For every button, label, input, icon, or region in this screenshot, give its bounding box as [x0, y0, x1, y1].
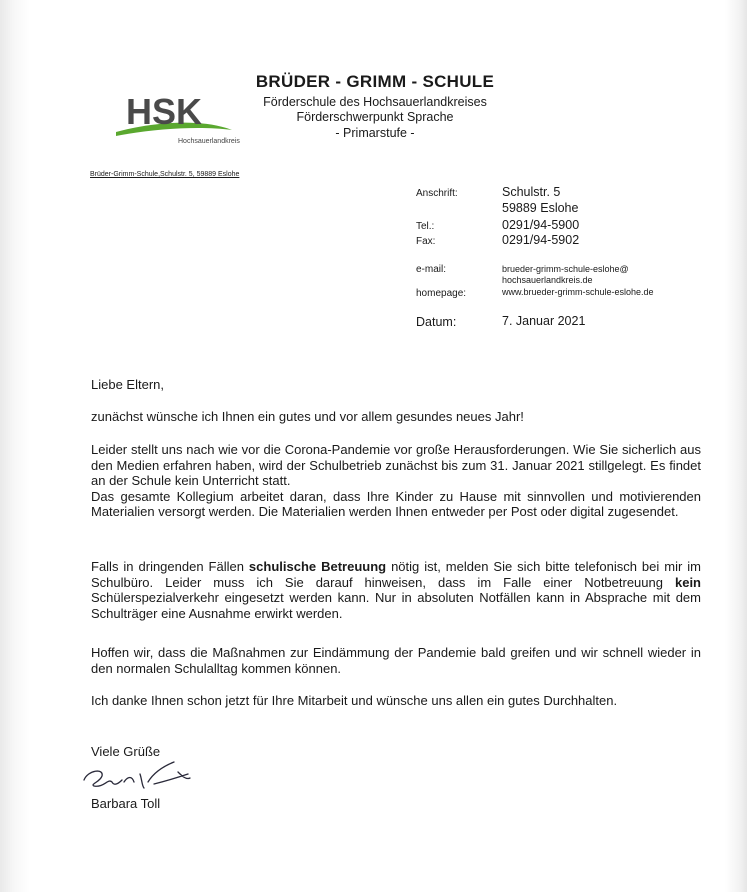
hsk-logo — [112, 88, 242, 150]
address-street: Schulstr. 5 — [502, 185, 561, 199]
email-label: e-mail: — [416, 264, 447, 275]
salutation: Liebe Eltern, — [91, 377, 164, 392]
tel-value: 0291/94-5900 — [502, 218, 580, 232]
paragraph-corona — [91, 442, 701, 520]
corona-text: Leider stellt uns nach wie vor die Corona-Pandemie vor große Herausforderungen. Wie Sie sicherlich aus den Medien erfahren haben, wird der Schulbetrieb zunächst bis zum 31. Januar 2021 stillgelegt. Es findet an der Schule kein Unterricht statt. — [91, 442, 701, 489]
betreuung-bold-1: schulische Betreuung — [248, 559, 387, 574]
betreuung-text-e: Schülerspezialverkehr eingesetzt werden kann. Nur in absoluten Notfällen kann in Absprache mit dem Schulträger eine Ausnahme erwirkt werden. — [91, 590, 701, 621]
school-name: BRÜDER - GRIMM - SCHULE — [255, 72, 495, 91]
school-line-1: Förderschule des Hochsauerlandkreises — [263, 95, 487, 109]
fax-label: Fax: — [416, 236, 436, 247]
logo-subtitle: Hochsauerlandkreis — [178, 138, 240, 145]
sender-line: Brüder-Grimm-Schule,Schulstr. 5, 59889 Eslohe — [90, 171, 240, 178]
signer-name: Barbara Toll — [91, 796, 161, 811]
kollegium-text: Das gesamte Kollegium arbeitet daran, dass Ihre Kinder zu Hause mit sinnvollen und motivierenden Materialien versorgt werden. Die Materialien werden Ihnen entweder per Post oder digital zugesendet. — [91, 488, 701, 520]
tel-label: Tel.: — [416, 221, 435, 232]
homepage-label: homepage: — [416, 288, 467, 299]
fax-value: 0291/94-5902 — [502, 233, 580, 247]
address-label: Anschrift: — [416, 188, 458, 199]
logo-text: HSK — [126, 91, 203, 132]
date-value: 7. Januar 2021 — [502, 314, 586, 328]
email-value-1: brueder-grimm-schule-eslohe@ — [502, 264, 629, 274]
betreuung-bold-2: kein — [674, 574, 701, 590]
paragraph-dank: Ich danke Ihnen schon jetzt für Ihre Mitarbeit und wünsche uns allen ein gutes Durchhalten. — [91, 693, 618, 708]
address-city: 59889 Eslohe — [502, 201, 579, 215]
paragraph-wish: zunächst wünsche ich Ihnen ein gutes und vor allem gesundes neues Jahr! — [91, 409, 524, 424]
signature — [78, 752, 208, 802]
betreuung-text-c: nötig ist, melden Sie sich bitte telefonisch bei mir im Schulbüro. Leider muss ich Sie darauf hinweisen, dass im Falle einer Notbetreuung — [91, 559, 701, 590]
email-value-2: hochsauerlandkreis.de — [502, 275, 593, 285]
homepage-value: www.brueder-grimm-schule-eslohe.de — [502, 287, 654, 297]
school-line-2: Förderschwerpunkt Sprache — [296, 110, 454, 124]
paragraph-betreuung — [91, 559, 701, 621]
paragraph-hoffen: Hoffen wir, dass die Maßnahmen zur Eindämmung der Pandemie bald greifen und wir schnell wieder in den normalen Schulalltag kommen können. — [91, 645, 701, 676]
betreuung-text-a: Falls in dringenden Fällen — [91, 559, 249, 574]
school-line-3: - Primarstufe - — [335, 126, 415, 140]
closing: Viele Grüße — [91, 744, 161, 759]
date-label: Datum: — [416, 315, 457, 329]
